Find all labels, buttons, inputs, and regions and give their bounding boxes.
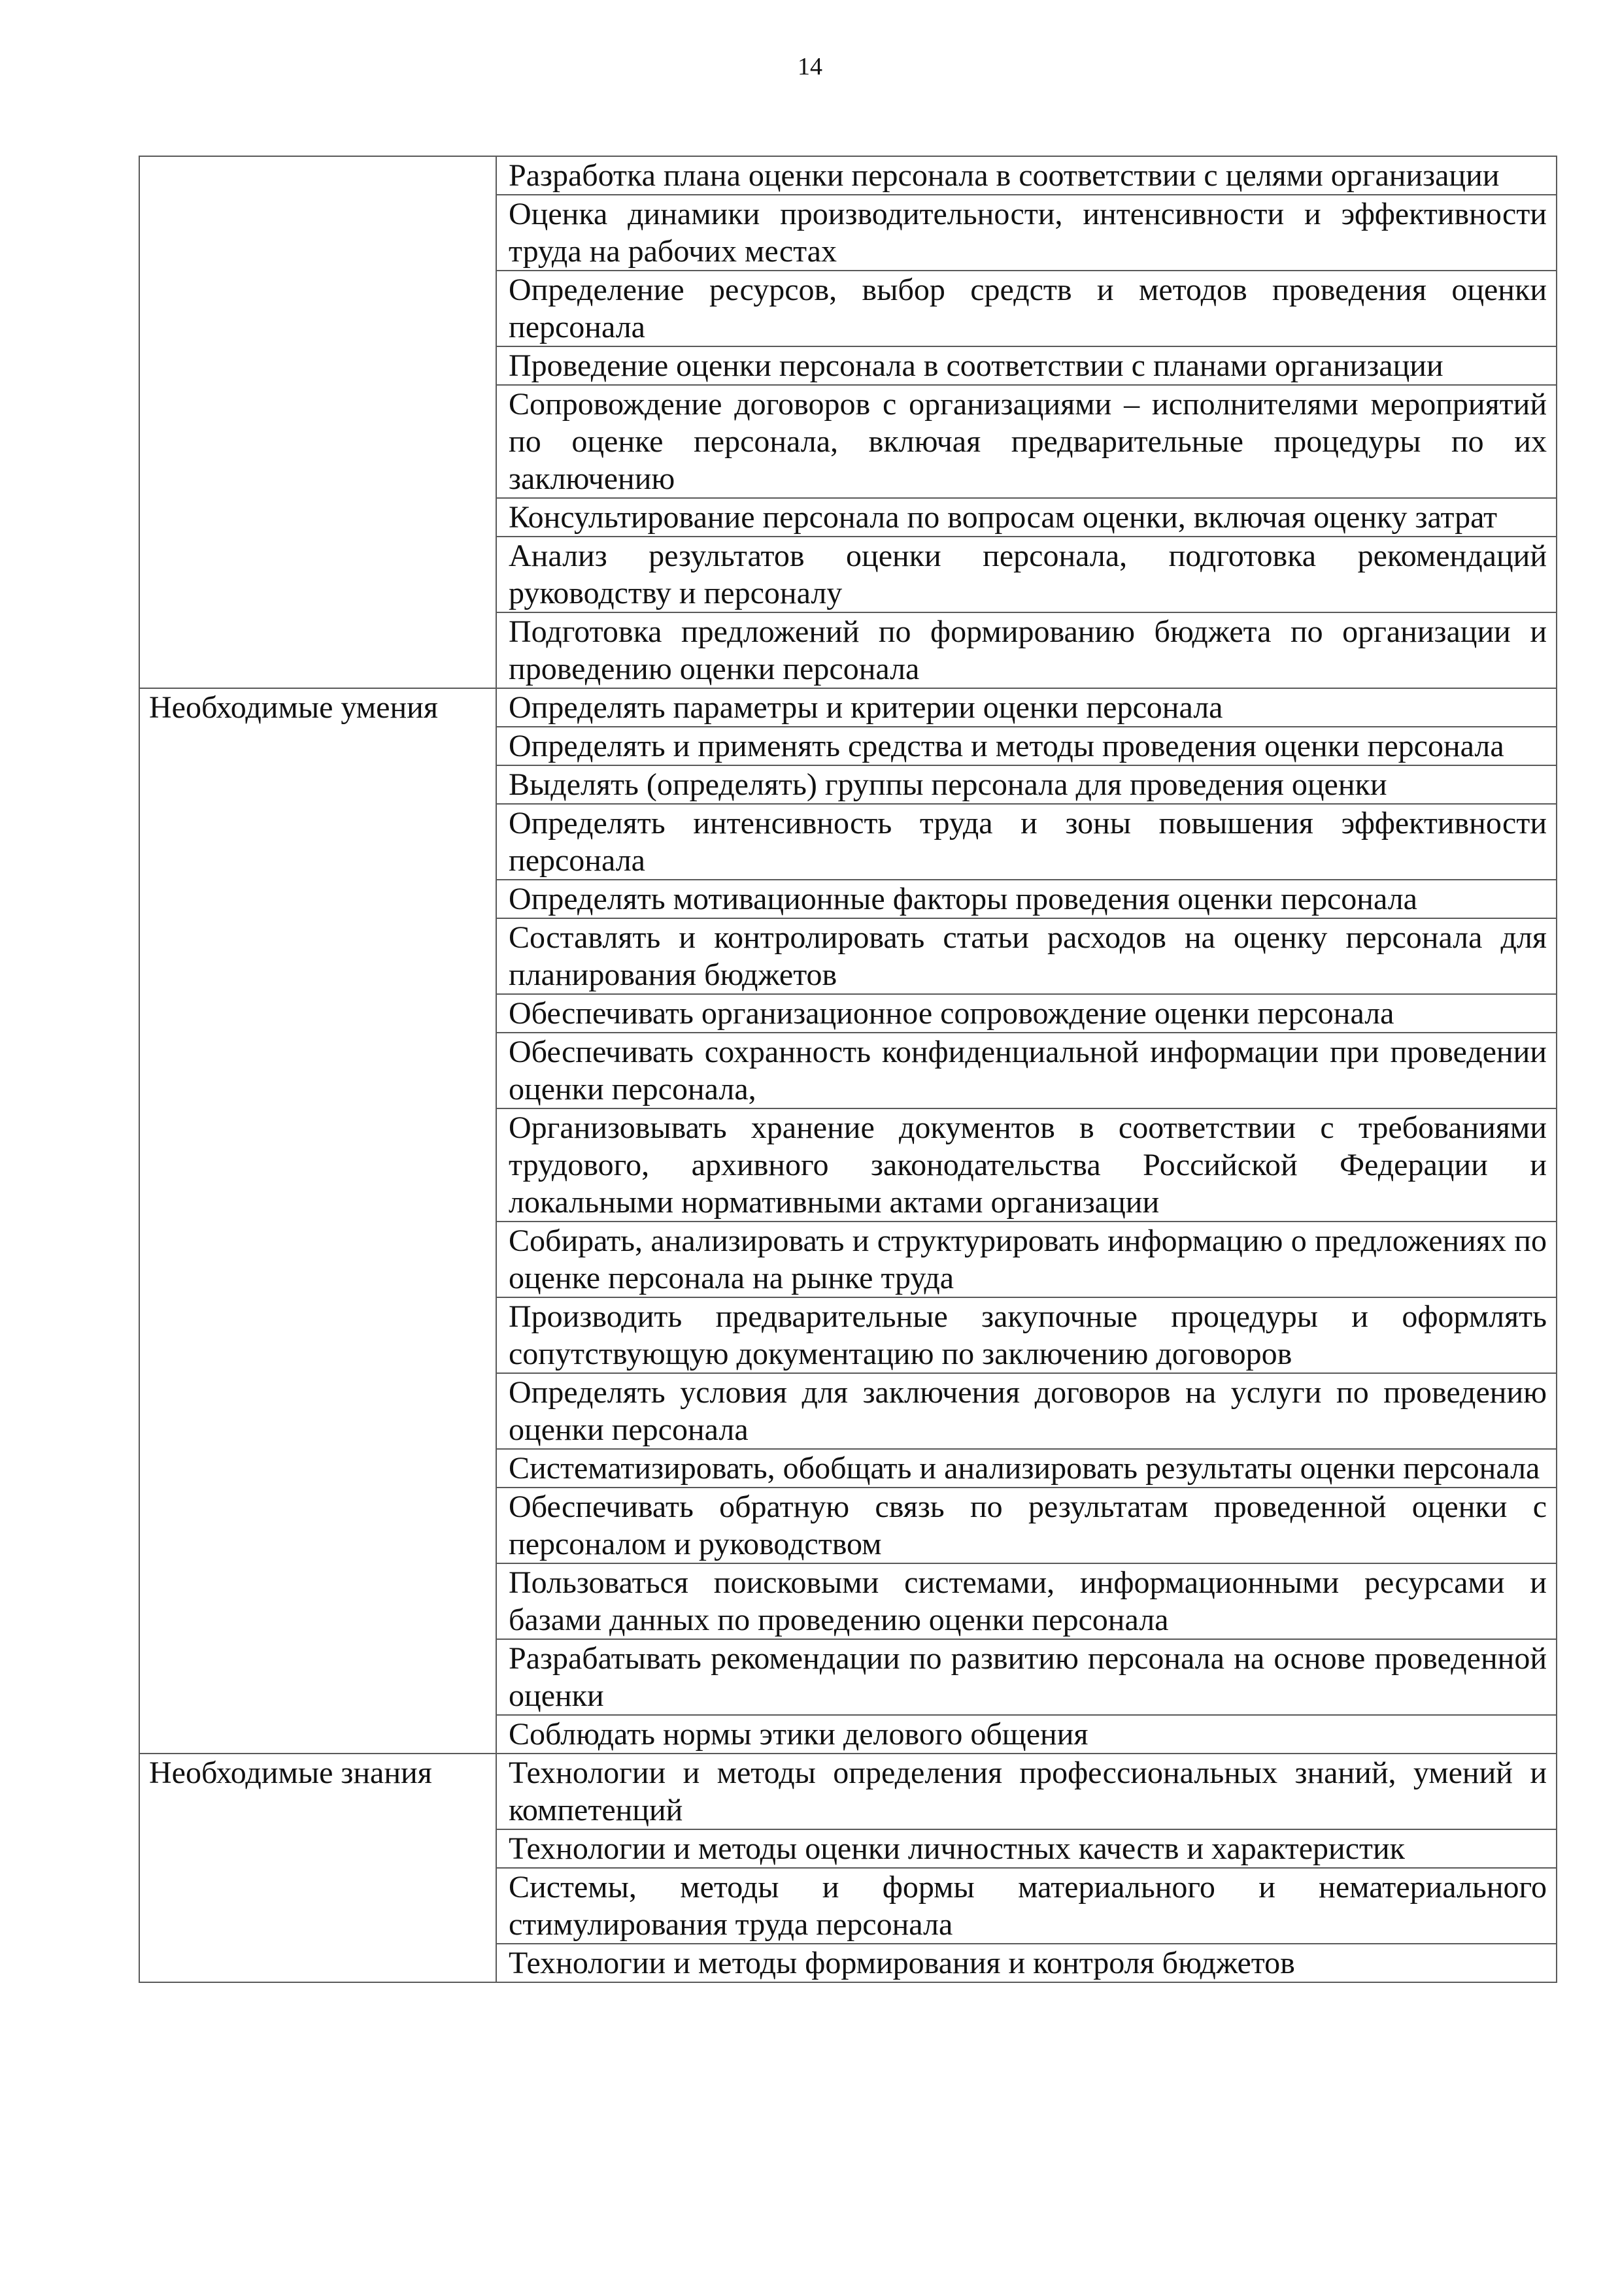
requirement-item: Обеспечивать сохранность конфиденциальной информации при проведении оценки персонала, [496, 1033, 1557, 1108]
requirement-item: Определение ресурсов, выбор средств и методов проведения оценки персонала [496, 271, 1557, 346]
requirement-item: Системы, методы и формы материального и нематериального стимулирования труда персонала [496, 1868, 1557, 1944]
requirement-item: Обеспечивать обратную связь по результатам проведенной оценки с персоналом и руководством [496, 1488, 1557, 1563]
requirement-item: Производить предварительные закупочные процедуры и оформлять сопутствующую документацию по заключению договоров [496, 1297, 1557, 1373]
requirement-item: Определять интенсивность труда и зоны повышения эффективности персонала [496, 804, 1557, 880]
requirement-item: Определять параметры и критерии оценки персонала [496, 688, 1557, 727]
row-group-label: Необходимые умения [139, 688, 496, 1754]
requirement-item: Разрабатывать рекомендации по развитию персонала на основе проведенной оценки [496, 1639, 1557, 1715]
requirement-item: Соблюдать нормы этики делового общения [496, 1715, 1557, 1754]
requirement-item: Подготовка предложений по формированию бюджета по организации и проведению оценки персонала [496, 612, 1557, 688]
requirement-item: Обеспечивать организационное сопровождение оценки персонала [496, 994, 1557, 1033]
requirement-item: Разработка плана оценки персонала в соответствии с целями организации [496, 156, 1557, 195]
row-group-label: Необходимые знания [139, 1754, 496, 1982]
requirement-item: Пользоваться поисковыми системами, информационными ресурсами и базами данных по проведению оценки персонала [496, 1563, 1557, 1639]
page-number: 14 [798, 53, 822, 80]
requirement-item: Технологии и методы оценки личностных качеств и характеристик [496, 1829, 1557, 1868]
table-row [139, 156, 1557, 195]
requirement-item: Технологии и методы определения профессиональных знаний, умений и компетенций [496, 1754, 1557, 1829]
requirement-item: Проведение оценки персонала в соответствии с планами организации [496, 346, 1557, 385]
requirement-item: Определять и применять средства и методы проведения оценки персонала [496, 727, 1557, 765]
requirement-item: Систематизировать, обобщать и анализировать результаты оценки персонала [496, 1449, 1557, 1488]
requirement-item: Составлять и контролировать статьи расходов на оценку персонала для планирования бюджетов [496, 918, 1557, 994]
requirement-item: Сопровождение договоров с организациями – исполнителями мероприятий по оценке персонала, включая предварительные процедуры по их заключению [496, 385, 1557, 498]
requirement-item: Выделять (определять) группы персонала для проведения оценки [496, 765, 1557, 804]
row-group-label [139, 156, 496, 688]
requirement-item: Организовывать хранение документов в соответствии с требованиями трудового, архивного законодательства Российской Федерации и локальными нормативными актами организации [496, 1108, 1557, 1222]
requirement-item: Консультирование персонала по вопросам оценки, включая оценку затрат [496, 498, 1557, 537]
requirement-item: Определять условия для заключения договоров на услуги по проведению оценки персонала [496, 1373, 1557, 1449]
requirements-table-body [139, 156, 1557, 1982]
table-row [139, 688, 1557, 727]
requirement-item: Собирать, анализировать и структурировать информацию о предложениях по оценке персонала на рынке труда [496, 1222, 1557, 1297]
table-row [139, 1754, 1557, 1829]
requirements-table [139, 156, 1557, 1983]
requirement-item: Определять мотивационные факторы проведения оценки персонала [496, 880, 1557, 918]
requirement-item: Технологии и методы формирования и контроля бюджетов [496, 1944, 1557, 1982]
requirement-item: Оценка динамики производительности, интенсивности и эффективности труда на рабочих местах [496, 195, 1557, 271]
requirement-item: Анализ результатов оценки персонала, подготовка рекомендаций руководству и персоналу [496, 537, 1557, 612]
